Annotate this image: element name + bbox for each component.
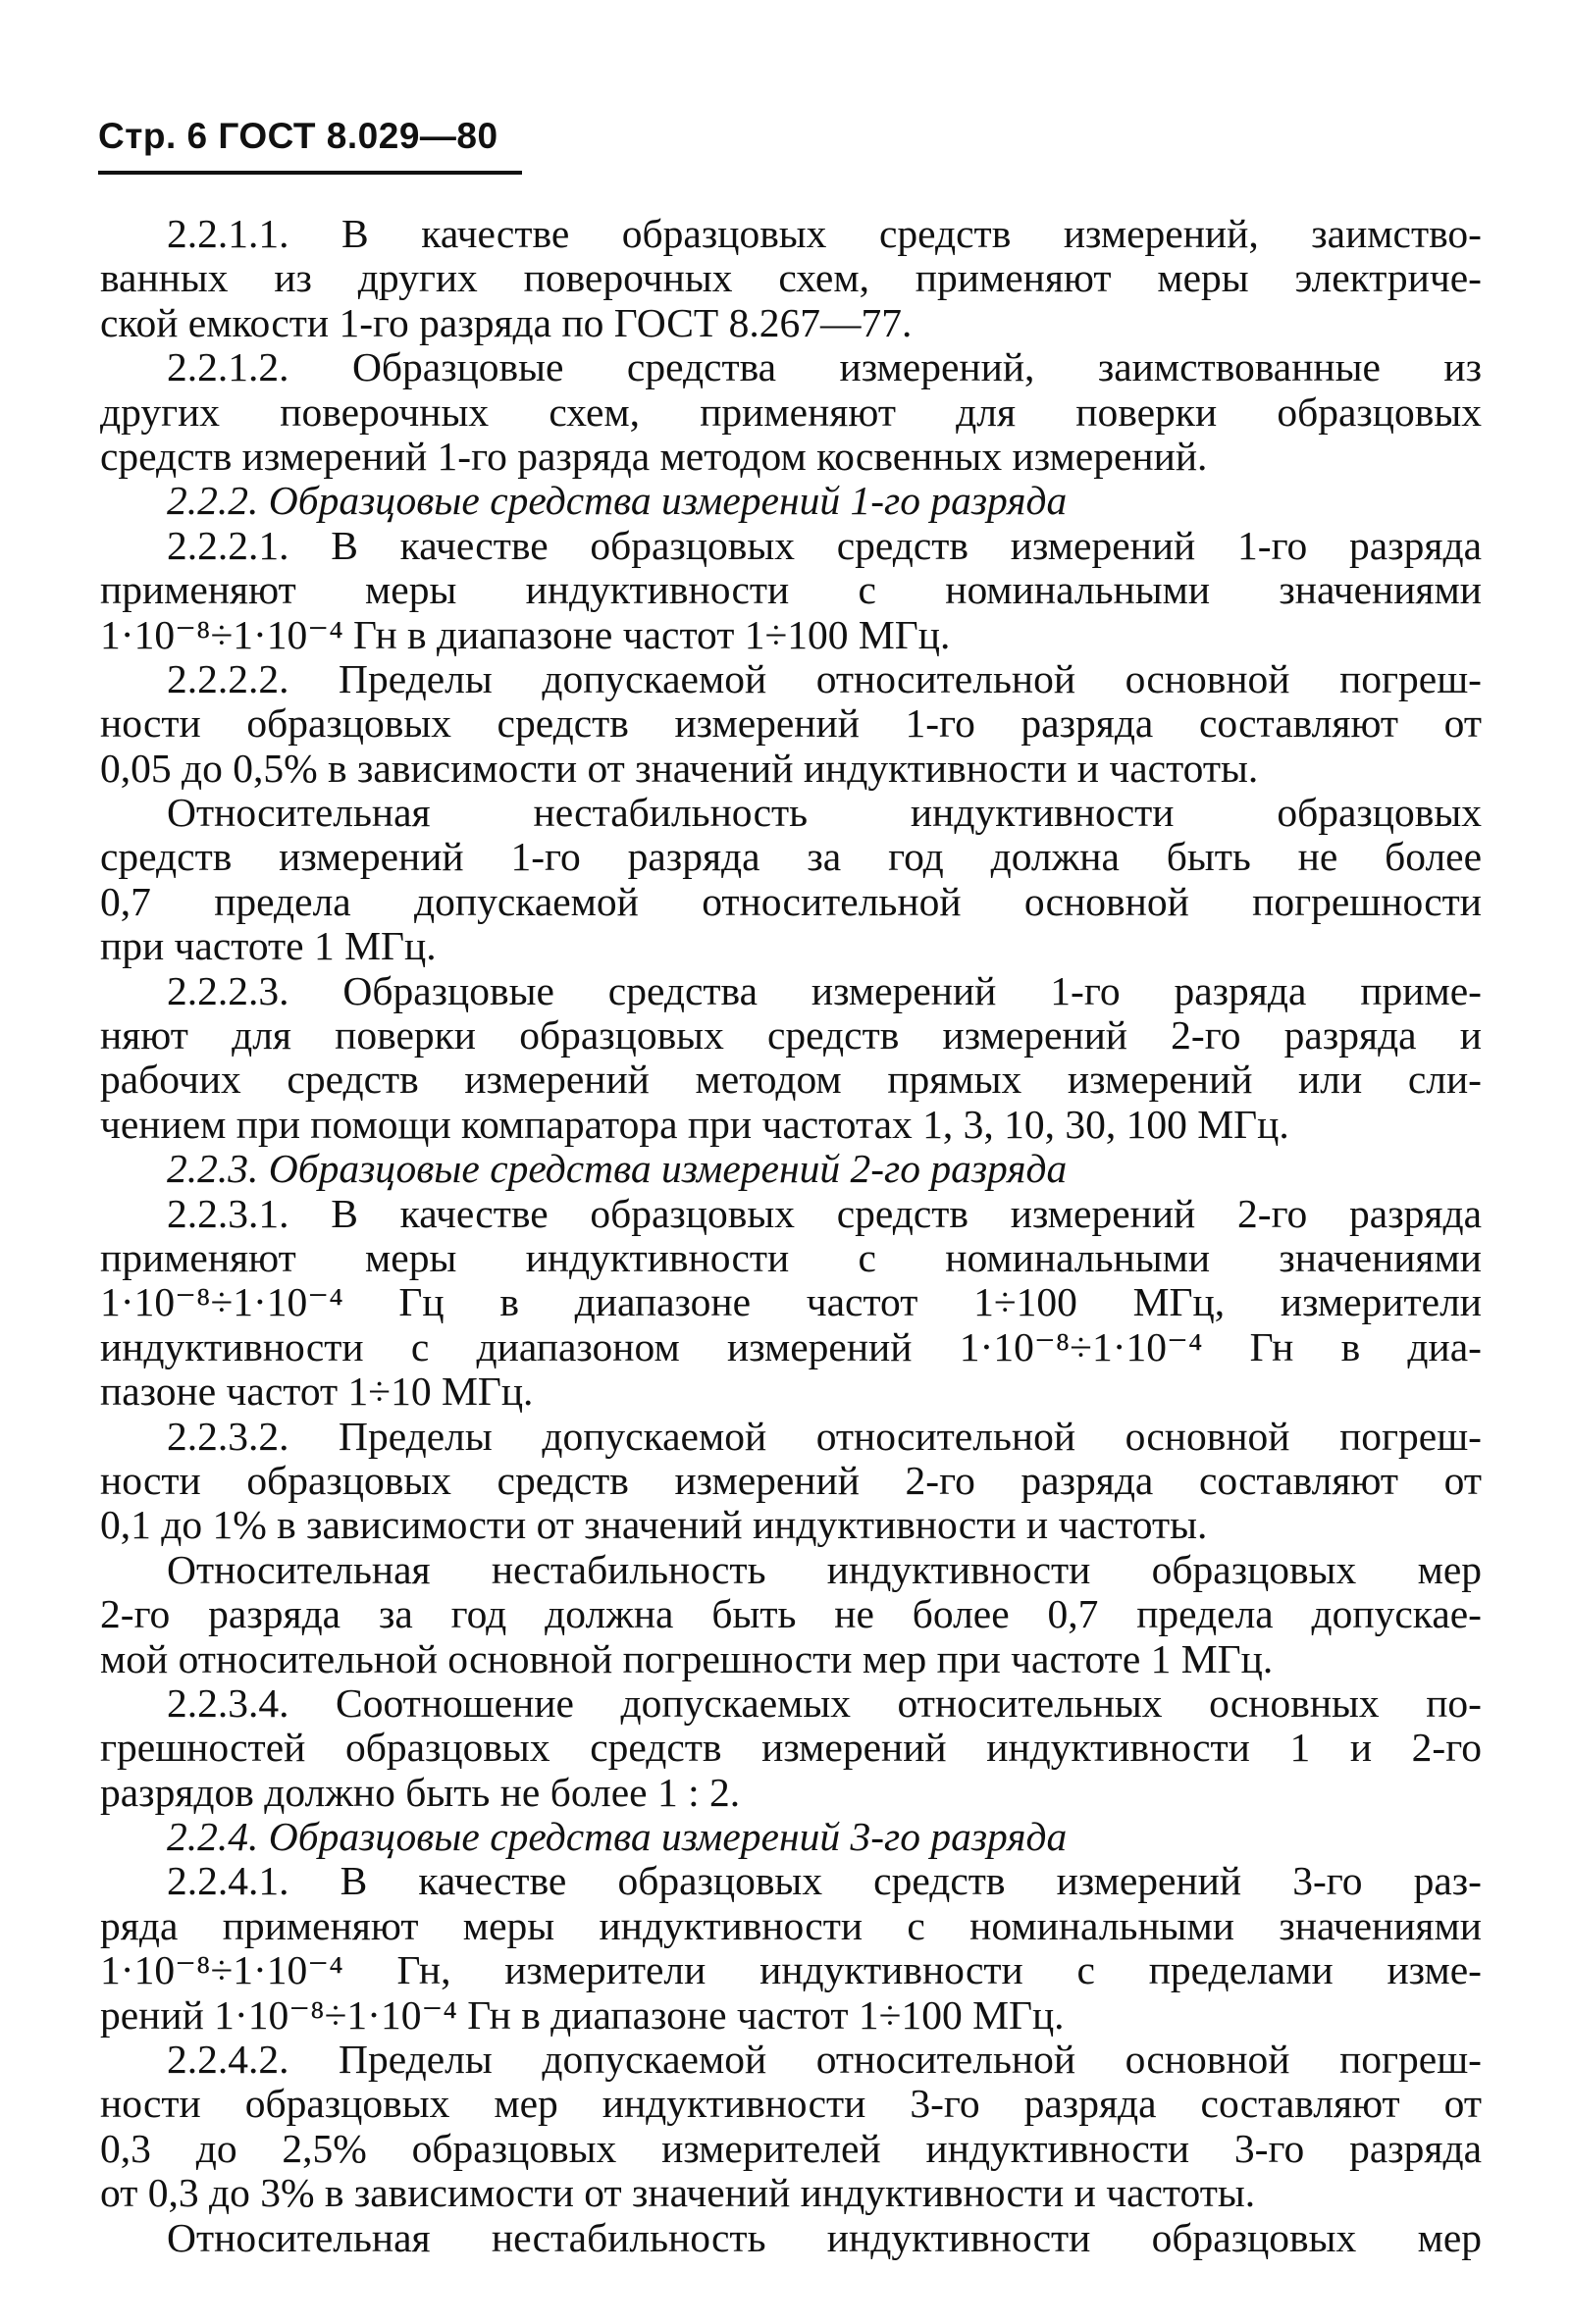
text-line: 1·10⁻⁸÷1·10⁻⁴ Гн в диапазоне частот 1÷100 МГц. [100,611,951,657]
text-line: Относительная нестабильность индуктивности образцовых [167,790,1482,836]
section-heading-line: 2.2.2. Образцовые средства измерений 1-го разряда [167,478,1068,524]
text-line: 2.2.1.2. Образцовые средства измерений, заимствованные из [167,344,1482,390]
text-line: ванных из других поверочных схем, применяют меры электриче- [100,255,1482,301]
text-line: Относительная нестабильность индуктивности образцовых мер [167,2214,1482,2260]
text-line: рабочих средств измерений методом прямых измерений или сли- [100,1057,1482,1103]
page-header: Стр. 6 ГОСТ 8.029—80 [98,116,498,156]
text-line: 2.2.3.2. Пределы допускаемой относительной основной погреш- [167,1413,1482,1459]
text-line: индуктивности с диапазоном измерений 1·10⁻⁸÷1·10⁻⁴ Гн в диа- [100,1323,1482,1369]
text-line: 1·10⁻⁸÷1·10⁻⁴ Гц в диапазоне частот 1÷100 МГц, измерители [100,1279,1482,1325]
text-line: 2-го разряда за год должна быть не более 0,7 предела допускае- [100,1591,1482,1637]
text-line: Относительная нестабильность индуктивности образцовых мер [167,1546,1482,1592]
text-line: чением при помощи компаратора при частотах 1, 3, 10, 30, 100 МГц. [100,1101,1289,1147]
document-body [100,212,1482,2260]
text-line: 2.2.1.1. В качестве образцовых средств измерений, заимство- [167,211,1482,256]
text-line: 2.2.4.2. Пределы допускаемой относительной основной погреш- [167,2037,1482,2083]
text-line: ности образцовых мер индуктивности 3-го разряда составляют от [100,2081,1482,2127]
text-line: пазоне частот 1÷10 МГц. [100,1369,534,1415]
text-line: применяют меры индуктивности с номинальными значениями [100,567,1482,613]
text-line: 2.2.3.1. В качестве образцовых средств измерений 2-го разряда [167,1190,1482,1236]
text-line: разрядов должно быть не более 1 : 2. [100,1769,741,1815]
text-line: 2.2.4.1. В качестве образцовых средств измерений 3-го раз- [167,1858,1482,1904]
text-line: мой относительной основной погрешности мер при частоте 1 МГц. [100,1635,1274,1681]
text-line: ской емкости 1-го разряда по ГОСТ 8.267—77. [100,299,913,345]
text-line: 1·10⁻⁸÷1·10⁻⁴ Гн, измерители индуктивности с пределами изме- [100,1947,1482,1993]
text-line: 0,3 до 2,5% образцовых измерителей индуктивности 3-го разряда [100,2125,1482,2171]
section-heading-line: 2.2.4. Образцовые средства измерений 3-го разряда [167,1814,1068,1860]
text-line: ряда применяют меры индуктивности с номинальными значениями [100,1902,1482,1948]
text-line: 2.2.3.4. Соотношение допускаемых относительных основных по- [167,1679,1482,1726]
text-line: применяют меры индуктивности с номинальными значениями [100,1234,1482,1280]
text-line: ности образцовых средств измерений 1-го разряда составляют от [100,700,1482,747]
text-line: средств измерений 1-го разряда методом косвенных измерений. [100,433,1208,479]
text-line: грешностей образцовых средств измерений индуктивности 1 и 2-го [100,1725,1482,1771]
text-line: 0,1 до 1% в зависимости от значений индуктивности и частоты. [100,1502,1208,1548]
text-line: 0,7 предела допускаемой относительной основной погрешности [100,878,1482,924]
text-line: 2.2.2.1. В качестве образцовых средств измерений 1-го разряда [167,522,1482,568]
text-line: от 0,3 до 3% в зависимости от значений индуктивности и частоты. [100,2170,1256,2216]
text-line: рений 1·10⁻⁸÷1·10⁻⁴ Гн в диапазоне частот 1÷100 МГц. [100,1991,1065,2038]
text-line: 0,05 до 0,5% в зависимости от значений индуктивности и частоты. [100,745,1259,791]
text-line: 2.2.2.2. Пределы допускаемой относительной основной погреш- [167,655,1482,701]
header-rule [98,171,522,175]
section-heading-line: 2.2.3. Образцовые средства измерений 2-го разряда [167,1146,1068,1192]
text-line: ности образцовых средств измерений 2-го разряда составляют от [100,1457,1482,1503]
text-line: 2.2.2.3. Образцовые средства измерений 1-го разряда приме- [167,967,1482,1013]
text-line: при частоте 1 МГц. [100,923,437,969]
text-line: средств измерений 1-го разряда за год должна быть не более [100,834,1482,880]
text-line: няют для поверки образцовых средств измерений 2-го разряда и [100,1012,1482,1059]
text-line: других поверочных схем, применяют для поверки образцовых [100,388,1482,435]
